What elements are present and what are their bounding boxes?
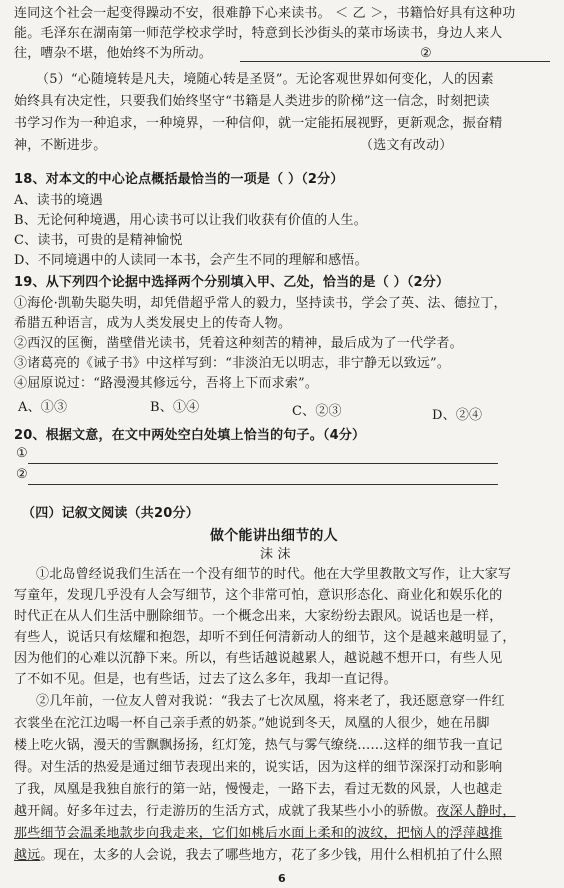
q18-option-d[interactable]: D、不同境遇中的人读同一本书，会产生不同的理解和感悟。 <box>14 253 368 268</box>
passage-line-2: 能。毛泽东在湖南第一师范学校求学时，特意到长沙街头的菜市场读书，身边人来人 <box>14 26 503 41</box>
q20-answer-line-1[interactable] <box>28 463 498 464</box>
article-para1-line-6: 了不如不见。但是，也有些话，过去了这么多年，我却一直记得。 <box>14 672 397 687</box>
underlined-sentence-b: 那些细节会温柔地款步向我走来，它们如桃后水面上柔和的波纹，把恼人的浮萍越推 <box>14 826 503 841</box>
article-para1-line-1: ①北岛曾经说我们生活在一个没有细节的时代。他在大学里教散文写作，让大家写 <box>36 567 512 582</box>
page-number: 6 <box>278 872 286 885</box>
q19-choice-a[interactable]: A、①③ <box>18 400 68 415</box>
q19-stem: 19、从下列四个论据中选择两个分别填入甲、乙处，恰当的是（ ）（2分） <box>14 275 450 290</box>
q20-answer-line-2[interactable] <box>28 484 498 485</box>
q18-option-c[interactable]: C、读书，可贵的是精神愉悦 <box>14 233 183 248</box>
underlined-sentence-a: 夜深人静时， <box>436 804 516 819</box>
q18-option-b[interactable]: B、无论何种境遇，用心读书可以让我们收获有价值的人生。 <box>14 213 367 228</box>
blank-marker-2: ② <box>420 46 432 61</box>
article-para2-line-8 <box>14 848 502 864</box>
article-para2-line-1: ②几年前，一位友人曾对我说：“我去了七次凤凰，将来老了，我还愿意穿一件红 <box>36 694 505 709</box>
article-author: 沫 沫 <box>260 547 291 562</box>
q18-option-a[interactable]: A、读书的境遇 <box>14 193 103 208</box>
underlined-sentence-c: 越远 <box>14 848 41 863</box>
para5-line-4: 神，不断进步。 <box>14 138 107 153</box>
q19-item-1b: 希腊五种语言，成为人类发展史上的传奇人物。 <box>14 316 292 331</box>
article-para1-line-2: 写童年，发现几乎没有人会写细节，这个非常可怕，意识形态化、商业化和娱乐化的 <box>14 588 503 603</box>
passage-line-3: 往，嘈杂不堪，他始终不为所动。 <box>14 46 213 61</box>
para5-line-1: （5）“心随境转是凡夫，境随心转是圣贤”。无论客观世界如何变化，人的因素 <box>36 72 494 87</box>
para5-line-3: 书学习作为一种追求，一种境界，一种信仰，就一定能拓展视野，更新观念，振奋精 <box>14 116 503 131</box>
q19-item-2: ②西汉的匡衡，凿壁借光读书，凭着这种刻苦的精神，最后成为了一代学者。 <box>14 336 463 351</box>
source-note: （选文有改动） <box>360 138 453 153</box>
answer-blank-2[interactable] <box>240 61 550 62</box>
article-para2-line-6 <box>14 804 516 820</box>
q19-choice-d[interactable]: D、②④ <box>432 408 483 423</box>
article-para2-line-6-text: 越开阔。好多年过去，行走游历的生活方式，成就了我某些小小的骄傲。 <box>14 804 437 819</box>
q19-choice-c[interactable]: C、②③ <box>292 404 342 419</box>
article-para2-line-3: 楼上吃火锅，漫天的雪飘飘扬扬，红灯笼，热气与雾气缭绕……这样的细节我一直记 <box>14 738 503 753</box>
article-para1-line-3: 时代正在从人们生活中删除细节。一个概念出来，大家纷纷去跟风。说话也是一样， <box>14 609 503 624</box>
article-para2-line-4: 得。对生活的热爱是通过细节表现出来的，说实话，因为这样的细节深深打动和影响 <box>14 760 503 775</box>
q19-item-1a: ①海伦·凯勒失聪失明，却凭借超乎常人的毅力，坚持读书，学会了英、法、德拉丁， <box>14 296 507 311</box>
q20-stem: 20、根据文意，在文中两处空白处填上恰当的句子。（4分） <box>14 428 366 443</box>
article-para1-line-5: 因为他们的心难以沉静下来。所以，有些话越说越累人，越说越不想开口，有些人见 <box>14 651 503 666</box>
q19-choice-b[interactable]: B、①④ <box>150 400 200 415</box>
q19-item-4: ④屈原说过：“路漫漫其修远兮，吾将上下而求索”。 <box>14 376 319 391</box>
q20-blank-label-2: ② <box>16 467 28 482</box>
q19-item-3: ③诸葛亮的《诫子书》中这样写到：“非淡泊无以明志，非宁静无以致远”。 <box>14 356 451 371</box>
article-para2-line-7 <box>14 826 502 842</box>
q20-blank-label-1: ① <box>16 446 28 461</box>
article-para1-line-4: 有些人，说话只有炫耀和抱怨，却听不到任何清新动人的细节，这个是越来越明显了， <box>14 630 516 645</box>
para5-line-2: 始终具有决定性，只要我们始终坚守“书籍是人类进步的阶梯”这一信念，时刻把读 <box>14 94 490 109</box>
section4-header: （四）记叙文阅读（共20分） <box>22 506 199 521</box>
passage-line-1: 连同这个社会一起变得躁动不安，很难静下心来读书。 ＜ 乙 ＞，书籍恰好具有这种功 <box>14 6 516 21</box>
article-title: 做个能讲出细节的人 <box>210 528 338 544</box>
article-para2-line-2: 衣裳坐在沱江边喝一杯自己亲手煮的奶茶。”她说到冬天，凤凰的人很少，她在吊脚 <box>14 716 490 731</box>
article-para2-line-5: 了我，凤凰是我独自旅行的第一站，慢慢走，一路下去，看过无数的风景，人也越走 <box>14 782 503 797</box>
article-para2-tail: 。现在，太多的人会说，我去了哪些地方，花了多少钱，用什么相机拍了什么照 <box>40 848 503 863</box>
q18-stem: 18、对本文的中心论点概括最恰当的一项是（ ）（2分） <box>14 172 344 187</box>
